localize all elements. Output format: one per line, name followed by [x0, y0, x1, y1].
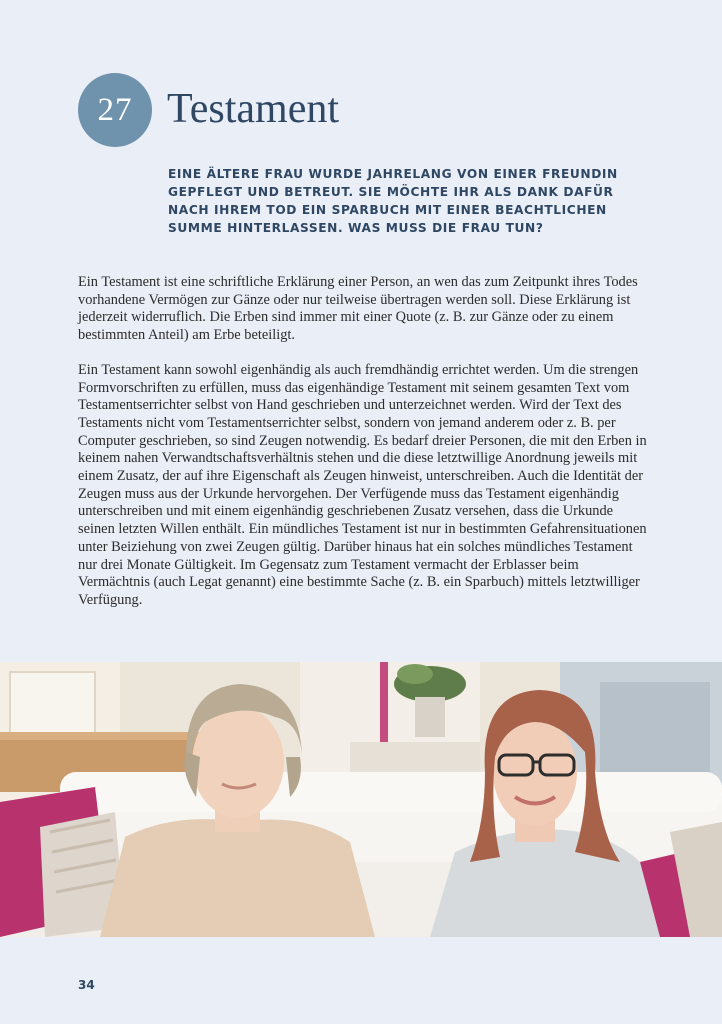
body-paragraph-2: Ein Testament kann sowohl eigenhändig als auch fremdhändig errichtet werden. Um die strengen Formvorschriften zu erfüllen, muss das eigenhändige Testament mit seinem gesamten Text vom Testamentserrichter selbst von Hand geschrieben und unterzeichnet werden. Wird der Text des Testaments nicht vom Testamentserrichter selbst, sondern von jemand anderem oder z. B. per Computer geschrieben, so sind Zeugen notwendig. Es bedarf dreier Personen, die mit den Erben in keinem nahen Verwandtschaftsverhältnis stehen und die diese letztwillige Anordnung jeweils mit einem Zusatz, der auf ihre Eigenschaft als Zeugen hinweist, unterschreiben. Auch die Identität der Zeugen muss aus der Urkunde hervorgehen. Der Verfügende muss das Testament eigenhändig unterschreiben und mit einem eigenhändig geschriebenen Zusatz versehen, dass die Urkunde seinen letzten Willen enthält. Ein mündliches Testament ist nur in bestimmten Gefahrensituationen unter Beiziehung von zwei Zeugen gültig. Darüber hinaus hat ein solches mündliches Testament nur drei Monate Gültigkeit. Im Gegensatz zum Testament vermacht der Erblasser beim Vermächtnis (auch Legat genannt) eine bestimmte Sache (z. B. ein Sparbuch) mittels letztwilliger Verfügung. [78, 361, 647, 608]
lead-question: EINE ÄLTERE FRAU WURDE JAHRELANG VON EINER FREUNDIN GEPFLEGT UND BETREUT. SIE MÖCHTE IHR ALS DANK DAFÜR NACH IHREM TOD EIN SPARBUCH MIT EINER BEACHTLICHEN SUMME HINTERLASSEN. WAS MUSS DIE FRAU TUN? [168, 167, 618, 235]
page-number: 34 [78, 978, 95, 992]
chapter-number-badge: 27 [78, 73, 152, 147]
photo-illustration [0, 662, 722, 937]
body-paragraph-1: Ein Testament ist eine schriftliche Erklärung einer Person, an wen das zum Zeitpunkt ihres Todes vorhandene Vermögen zur Gänze oder nur teilweise übertragen werden soll. Diese Erklärung ist jederzeit widerruflich. Die Erben sind immer mit einer Quote (z. B. zur Gänze oder zu einem bestimmten Anteil) am Erbe beteiligt. [78, 274, 638, 344]
body-text [78, 274, 650, 627]
chapter-title: Testament [167, 86, 339, 132]
photo-two-women-on-sofa [0, 662, 722, 937]
